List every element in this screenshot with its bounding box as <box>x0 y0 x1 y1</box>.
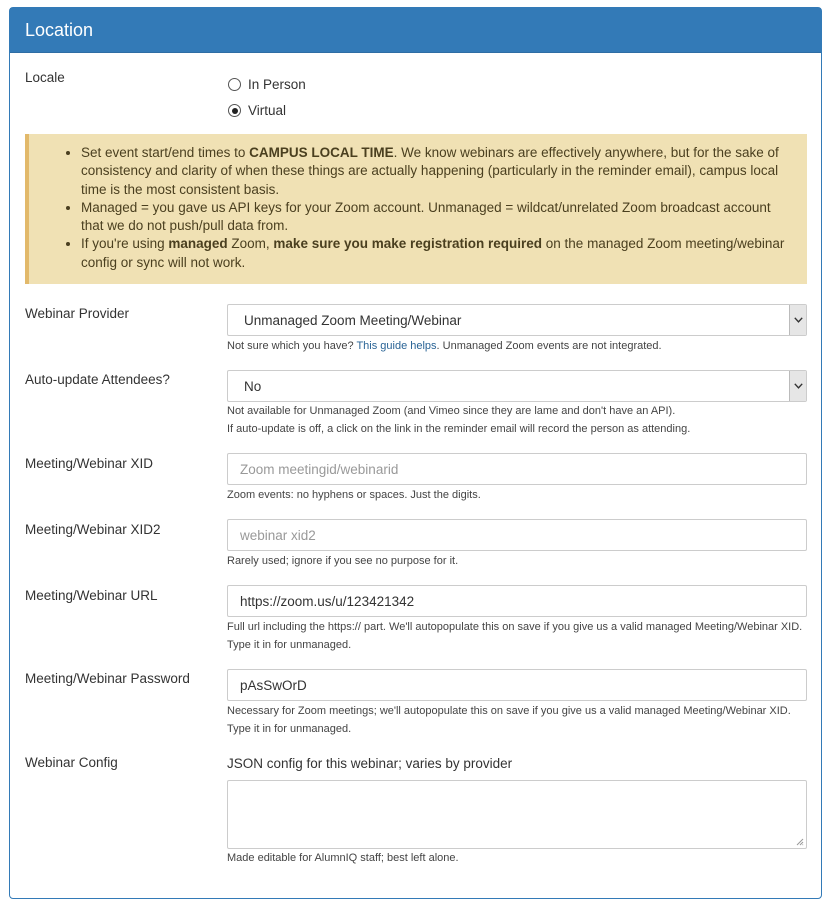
url-help: Full url including the https:// part. We'll autopopulate this on save if you give us a valid managed Meeting/Webinar XID. Type it in for unmanaged. <box>227 621 803 651</box>
notice-item <box>81 199 795 236</box>
notice-list <box>39 144 795 272</box>
notice-text: If you're using <box>81 236 169 252</box>
xid-help: Zoom events: no hyphens or spaces. Just the digits. <box>227 489 481 501</box>
password-help: Necessary for Zoom meetings; we'll autopopulate this on save if you give us a valid managed Meeting/Webinar XID. Type it in for unmanaged. <box>227 705 791 735</box>
radio-virtual[interactable] <box>228 104 241 117</box>
auto-update-help-line2: If auto-update is off, a click on the link in the reminder email will record the person as attending. <box>227 422 691 435</box>
url-input[interactable] <box>227 585 807 617</box>
virtual-label: Virtual <box>248 103 287 118</box>
auto-update-help-line1: Not available for Unmanaged Zoom (and Vimeo since they are lame and don't have an API). <box>227 405 676 417</box>
in-person-label: In Person <box>248 77 306 92</box>
webinar-provider-select[interactable] <box>227 304 807 336</box>
xid-input[interactable] <box>227 453 807 485</box>
notice-text: on the managed Zoom meeting/webinar config or sync will not work. <box>81 236 785 270</box>
url-label: Meeting/Webinar URL <box>25 588 158 603</box>
config-label: Webinar Config <box>25 755 118 770</box>
notice-text: Zoom, <box>227 236 274 252</box>
xid-label: Meeting/Webinar XID <box>25 456 154 471</box>
xid2-input[interactable] <box>227 519 807 551</box>
timezone-notice <box>25 134 807 284</box>
webinar-provider-label: Webinar Provider <box>25 306 130 321</box>
config-help: Made editable for AlumnIQ staff; best left alone. <box>227 852 459 864</box>
radio-in-person[interactable] <box>228 78 241 91</box>
chevron-down-icon[interactable] <box>789 305 806 335</box>
auto-update-value: No <box>244 379 262 394</box>
notice-emphasis: make sure you make registration required <box>273 236 543 252</box>
notice-text: . We know webinars are effectively anywhere, but for the sake of consistency and clarity of when these things are actually happening (particularly in the reminder email), campus local time is the most consistent basis. <box>81 145 779 197</box>
locale-label: Locale <box>25 70 65 85</box>
password-input[interactable] <box>227 669 807 701</box>
resize-grip-icon[interactable] <box>796 838 804 846</box>
xid2-label: Meeting/Webinar XID2 <box>25 522 161 537</box>
notice-text: Set event start/end times to <box>81 145 250 160</box>
config-title: JSON config for this webinar; varies by provider <box>227 756 513 771</box>
password-label: Meeting/Webinar Password <box>25 671 190 686</box>
help-suffix: . Unmanaged Zoom events are not integrated. <box>436 340 662 352</box>
chevron-down-icon[interactable] <box>789 371 806 401</box>
xid2-help: Rarely used; ignore if you see no purpose for it. <box>227 555 459 567</box>
notice-text: Managed = you gave us API keys for your Zoom account. Unmanaged = wildcat/unrelated Zoom broadcast account that we do not push/pull data from. <box>81 199 771 234</box>
help-prefix: Not sure which you have? <box>227 340 357 352</box>
config-textarea[interactable] <box>227 780 807 849</box>
locale-option-in-person[interactable] <box>228 77 306 92</box>
guide-link[interactable]: This guide helps <box>356 340 437 352</box>
auto-update-help <box>227 403 807 438</box>
auto-update-label: Auto-update Attendees? <box>25 372 170 387</box>
notice-item <box>81 235 795 272</box>
notice-emphasis: CAMPUS LOCAL TIME <box>249 145 394 160</box>
panel-title: Location <box>10 8 821 53</box>
webinar-provider-value: Unmanaged Zoom Meeting/Webinar <box>244 313 462 328</box>
auto-update-select[interactable] <box>227 370 807 402</box>
locale-option-virtual[interactable] <box>228 103 286 118</box>
notice-emphasis: managed <box>168 236 228 252</box>
notice-item <box>81 144 795 199</box>
webinar-provider-help <box>227 338 807 356</box>
location-panel <box>9 7 822 899</box>
